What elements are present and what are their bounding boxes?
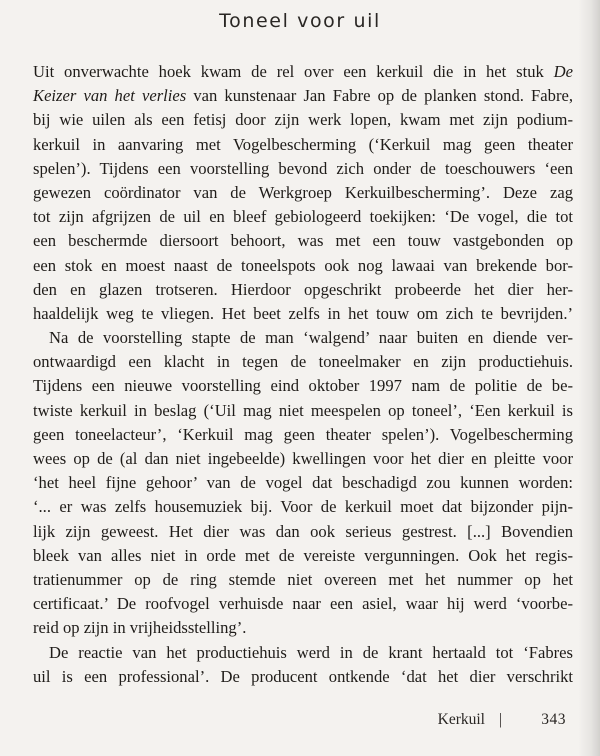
body-text (33, 60, 573, 689)
text-line: bij wie uilen als een fetisj door zijn werk lopen, kwam met zijn podium- (33, 110, 573, 130)
italic-text: De (553, 62, 573, 81)
page-edge-shadow (578, 0, 600, 756)
page-number: 343 (541, 711, 566, 728)
text-line: twiste kerkuil in beslag (‘Uil mag niet meespelen op toneel’, ‘Een kerkuil is (33, 400, 573, 420)
text-line: Tijdens een nieuwe voorstelling eind oktober 1997 nam de politie de be- (33, 376, 573, 396)
text-line: haaldelijk weg te vliegen. Het beet zelfs in het touw om zich te bevrijden.’ (33, 303, 573, 323)
paragraph-3 (33, 641, 573, 689)
page-title: Toneel voor uil (219, 10, 381, 32)
running-footer-section: Kerkuil (437, 711, 485, 728)
text-line: den en glazen trotseren. Hierdoor opgeschrikt probeerde het dier her- (33, 279, 573, 299)
text-line: ‘... er was zelfs housemuziek bij. Voor de kerkuil moet dat bijzonder pijn- (33, 497, 573, 517)
text-line: certificaat.’ De roofvogel verhuisde naar een asiel, waar hij werd ‘voorbe- (33, 594, 573, 614)
text-line: uil is een professional’. De producent ontkende ‘dat het dier verschrikt (33, 666, 573, 686)
text-line: tratienummer op de ring stemde niet overeen met het nummer op het (33, 569, 573, 589)
text-line: een stok en moest naast de toneelspots ook nog lawaai van brekende bor- (33, 255, 573, 275)
text-line: reid op zijn in vrijheidsstelling’. (33, 618, 247, 638)
text-line: kerkuil in aanvaring met Vogelbescherming (‘Kerkuil mag geen theater (33, 134, 573, 154)
footer-separator: | (498, 711, 502, 728)
text-line: spelen’). Tijdens een voorstelling bevond zich onder de toeschouwers ‘een (33, 158, 573, 178)
text-line: tot zijn afgrijzen de uil en bleef gebiologeerd toekijken: ‘De vogel, die tot (33, 207, 573, 227)
text-line: geen toneelacteur’, ‘Kerkuil mag geen theater spelen’). Vogelbescherming (33, 424, 573, 444)
paragraph-2 (33, 326, 573, 640)
text-line: ‘het heel fijne gehoor’ van de vogel dat beschadigd zou kunnen worden: (33, 473, 573, 493)
text-line: gewezen coördinator van de Werkgroep Kerkuilbescherming’. Deze zag (33, 182, 573, 202)
text-line: wees op de (al dan niet ingebeelde) kwellingen voor het dier en pleitte voor (33, 449, 573, 468)
text-line: een beschermde diersoort behoort, was met een touw vastgebonden op (33, 231, 573, 251)
page-footer (0, 709, 574, 733)
text-line: Uit onverwachte hoek kwam de rel over een kerkuil die in het stuk De (33, 62, 573, 81)
text-line: Keizer van het verlies van kunstenaar Jan Fabre op de planken stond. Fabre, (33, 86, 573, 106)
text-line: De reactie van het productiehuis werd in de krant hertaald tot ‘Fabres (49, 642, 573, 662)
text-line: ontwaardigd een klacht in tegen de toneelmaker en zijn productiehuis. (33, 352, 573, 372)
text-line: lijk zijn geweest. Het dier was dan ook serieus gestrest. [...] Bovendien (33, 521, 573, 541)
paragraph-1 (33, 60, 573, 326)
text-line: Na de voorstelling stapte de man ‘walgend’ naar buiten en diende ver- (49, 328, 573, 348)
italic-text: Keizer van het verlies (33, 86, 187, 106)
text-line: bleek van alles niet in orde met de vereiste vergunningen. Ook het regis- (33, 545, 573, 565)
